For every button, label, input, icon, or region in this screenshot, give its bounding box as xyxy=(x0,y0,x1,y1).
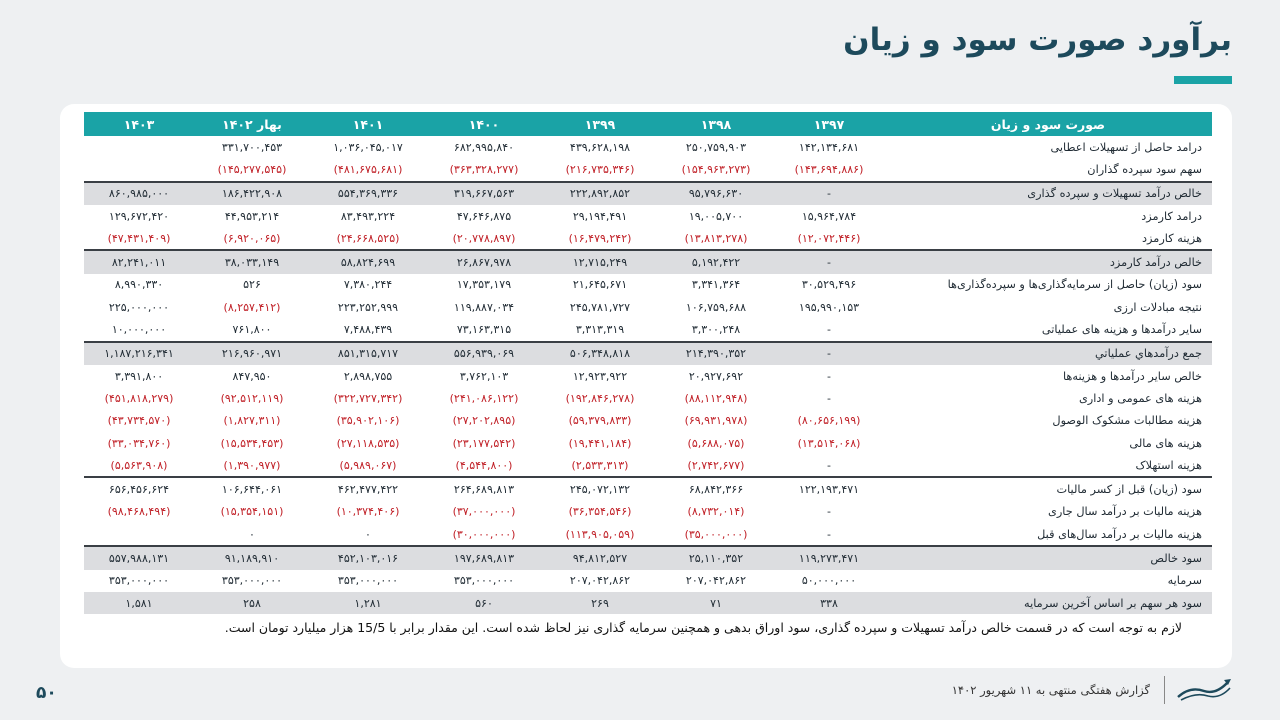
value-cell: ۲۱۴,۳۹۰,۳۵۲ xyxy=(658,342,774,365)
table-row xyxy=(84,477,1212,500)
table-row xyxy=(84,296,1212,318)
row-label: سود خالص xyxy=(884,546,1212,569)
value-cell: (۳۵,۰۰۰,۰۰۰) xyxy=(684,527,748,541)
value-cell: (۸,۲۵۷,۴۱۲) xyxy=(223,300,281,314)
value-cell: ۶۸,۸۴۲,۳۶۶ xyxy=(658,477,774,500)
value-cell: ۴۶۲,۴۷۷,۴۲۲ xyxy=(310,477,426,500)
table-header-row xyxy=(84,112,1212,136)
value-cell: - xyxy=(827,505,831,519)
value-cell xyxy=(84,158,194,181)
value-cell: ۳۳۸ xyxy=(774,592,884,614)
value-cell: (۲۱۶,۷۳۵,۳۴۶) xyxy=(565,162,635,176)
table-row xyxy=(84,342,1212,365)
value-cell: ۲۱۶,۹۶۰,۹۷۱ xyxy=(194,342,310,365)
value-cell: ۲,۸۹۸,۷۵۵ xyxy=(343,369,393,383)
row-label: سرمایه xyxy=(1167,574,1202,588)
value-cell: ۲۴۵,۷۸۱,۷۲۷ xyxy=(569,300,631,314)
row-label: درامد کارمزد xyxy=(1141,209,1202,223)
value-cell: ۸۶۰,۹۸۵,۰۰۰ xyxy=(84,182,194,205)
value-cell: ۲۴۵,۰۷۲,۱۳۲ xyxy=(542,477,658,500)
value-cell xyxy=(84,136,194,158)
value-cell: ۳۵۳,۰۰۰,۰۰۰ xyxy=(453,574,515,588)
value-cell: ۲۵۸ xyxy=(194,592,310,614)
value-cell: ۱۲۹,۶۷۲,۴۲۰ xyxy=(108,209,170,223)
value-cell: ۵,۱۹۲,۴۲۲ xyxy=(658,250,774,273)
value-cell: ۵۵۷,۹۸۸,۱۳۱ xyxy=(84,546,194,569)
value-cell: ۵۶۰ xyxy=(426,592,542,614)
value-cell: (۵,۶۸۸,۰۷۵) xyxy=(687,436,745,450)
row-label: خالص درآمد تسهیلات و سپرده گذاری xyxy=(884,182,1212,205)
value-cell: ۱۰,۰۰۰,۰۰۰ xyxy=(111,323,167,337)
value-cell: ۸۳,۴۹۳,۲۲۴ xyxy=(340,209,396,223)
value-cell: ۳,۳۹۱,۸۰۰ xyxy=(114,369,164,383)
value-cell: - xyxy=(774,182,884,205)
row-label: هزینه کارمزد xyxy=(1142,231,1202,245)
value-cell: (۱۲,۰۷۲,۴۴۶) xyxy=(797,231,861,245)
table-row xyxy=(84,501,1212,523)
table-row xyxy=(84,182,1212,205)
page-title: برآورد صورت سود و زیان xyxy=(843,22,1232,58)
value-cell: (۳۷,۰۰۰,۰۰۰) xyxy=(452,505,516,519)
value-cell: ۲۵,۱۱۰,۳۵۲ xyxy=(658,546,774,569)
value-cell: (۸,۷۳۲,۰۱۴) xyxy=(687,505,745,519)
value-cell: ۶۸۲,۹۹۵,۸۴۰ xyxy=(453,140,515,154)
value-cell: (۲,۷۴۲,۶۷۷) xyxy=(687,458,745,472)
value-cell: ۱۲,۹۲۳,۹۲۲ xyxy=(572,369,628,383)
value-cell: ۵۵۴,۳۶۹,۳۳۶ xyxy=(310,182,426,205)
row-label: هزینه مالیات بر درآمد سال‌های قبل xyxy=(1037,527,1202,541)
value-cell: ۷۳,۱۶۳,۳۱۵ xyxy=(456,323,512,337)
value-cell: ۲۶۴,۶۸۹,۸۱۳ xyxy=(426,477,542,500)
value-cell: ۳,۳۰۰,۲۴۸ xyxy=(691,323,741,337)
value-cell: (۱۳,۸۱۳,۲۷۸) xyxy=(684,231,748,245)
value-cell: (۴,۵۴۴,۸۰۰) xyxy=(455,458,513,472)
table-row xyxy=(84,205,1212,227)
footer-divider xyxy=(1164,676,1165,704)
value-cell: (۳۶۳,۳۲۸,۲۷۷) xyxy=(449,162,519,176)
value-cell: ۳,۳۴۱,۳۶۴ xyxy=(691,278,741,292)
value-cell: ۱,۰۳۶,۰۴۵,۰۱۷ xyxy=(333,140,403,154)
value-cell: (۱۹۲,۸۴۶,۲۷۸) xyxy=(565,391,635,405)
table-row xyxy=(84,365,1212,387)
value-cell: ۲۵۰,۷۵۹,۹۰۳ xyxy=(685,140,747,154)
value-cell: (۹۸,۴۶۸,۴۹۴) xyxy=(107,505,171,519)
value-cell: (۲,۵۳۳,۳۱۳) xyxy=(571,458,629,472)
value-cell: ۱۹۷,۶۸۹,۸۱۳ xyxy=(426,546,542,569)
value-cell: ۳۵۳,۰۰۰,۰۰۰ xyxy=(337,574,399,588)
value-cell: ۱۷,۳۵۳,۱۷۹ xyxy=(456,278,512,292)
table-row xyxy=(84,410,1212,432)
value-cell: ۵۵۶,۹۳۹,۰۶۹ xyxy=(426,342,542,365)
row-label: هزینه های عمومی و اداری xyxy=(1078,391,1202,405)
value-cell: - xyxy=(827,527,831,541)
value-cell: (۱۵۴,۹۶۳,۲۷۳) xyxy=(681,162,751,176)
value-cell: ۱۰۶,۶۴۴,۰۶۱ xyxy=(194,477,310,500)
income-statement-table xyxy=(84,112,1212,614)
value-cell: ۸۴۷,۹۵۰ xyxy=(232,369,272,383)
table-row xyxy=(84,454,1212,477)
value-cell: ۲۲۳,۲۵۲,۹۹۹ xyxy=(337,300,399,314)
value-cell: (۳۳,۰۳۴,۷۶۰) xyxy=(107,436,171,450)
row-label: هزینه استهلاک xyxy=(1135,458,1202,472)
value-cell: (۱۴۳,۶۹۴,۸۸۶) xyxy=(794,162,864,176)
value-cell: (۱,۳۹۰,۹۷۷) xyxy=(223,458,281,472)
value-cell: (۳۵,۹۰۲,۱۰۶) xyxy=(336,414,400,428)
value-cell: (۱۶,۴۷۹,۲۴۲) xyxy=(568,231,632,245)
value-cell: (۱۰,۳۷۴,۴۰۶) xyxy=(336,505,400,519)
value-cell: ۹۴,۸۱۲,۵۲۷ xyxy=(542,546,658,569)
header-year: ۱۳۹۸ xyxy=(658,112,774,136)
value-cell: ۴۵۲,۱۰۳,۰۱۶ xyxy=(310,546,426,569)
header-row-label: صورت سود و زیان xyxy=(884,112,1212,136)
content-card xyxy=(60,104,1232,668)
value-cell: (۴۵۱,۸۱۸,۲۷۹) xyxy=(104,391,174,405)
row-label: نتیجه مبادلات ارزی xyxy=(1113,300,1202,314)
value-cell: (۱۵,۳۵۴,۱۵۱) xyxy=(220,505,284,519)
value-cell: ۲۰,۹۲۷,۶۹۲ xyxy=(688,369,744,383)
row-label: سود (زیان) حاصل از سرمایه‌گذاری‌ها و سپرده‌گذاری‌ها xyxy=(947,278,1202,292)
value-cell: (۲۷,۱۱۸,۵۳۵) xyxy=(336,436,400,450)
value-cell: ۱۸۶,۴۲۲,۹۰۸ xyxy=(194,182,310,205)
row-label: درامد حاصل از تسهیلات اعطایی xyxy=(1050,140,1202,154)
row-label: خالص سایر درآمدها و هزینه‌ها xyxy=(1062,369,1202,383)
table-row xyxy=(84,136,1212,158)
page-number: ۵۰ xyxy=(36,683,57,703)
value-cell: ۴۳۹,۶۲۸,۱۹۸ xyxy=(569,140,631,154)
row-label: سایر درآمدها و هزینه های عملیاتی xyxy=(1041,323,1202,337)
value-cell: ۷۱ xyxy=(658,592,774,614)
value-cell: - xyxy=(827,369,831,383)
value-cell: ۳,۳۱۳,۳۱۹ xyxy=(575,323,625,337)
value-cell: ۳۸,۰۳۳,۱۴۹ xyxy=(194,250,310,273)
value-cell: (۲۳,۱۷۷,۵۴۲) xyxy=(452,436,516,450)
row-label: سهم سود سپرده گذاران xyxy=(1087,162,1202,176)
value-cell: ۹۵,۷۹۶,۶۳۰ xyxy=(658,182,774,205)
header-year: ۱۴۰۰ xyxy=(426,112,542,136)
value-cell: ۷,۳۸۰,۲۴۴ xyxy=(343,278,393,292)
header-year: ۱۳۹۹ xyxy=(542,112,658,136)
value-cell: ۱۲,۷۱۵,۲۴۹ xyxy=(542,250,658,273)
value-cell: (۳۰,۰۰۰,۰۰۰) xyxy=(452,527,516,541)
value-cell: ۴۴,۹۵۳,۲۱۴ xyxy=(224,209,280,223)
header-year: بهار ۱۴۰۲ xyxy=(194,112,310,136)
value-cell: ۲۱,۶۴۵,۶۷۱ xyxy=(572,278,628,292)
value-cell: (۴۷,۴۳۱,۴۰۹) xyxy=(107,231,171,245)
value-cell: ۴۷,۶۴۶,۸۷۵ xyxy=(456,209,512,223)
row-label: هزینه مالیات بر درآمد سال جاری xyxy=(1048,505,1202,519)
value-cell: - xyxy=(774,342,884,365)
value-cell: ۲۲۵,۰۰۰,۰۰۰ xyxy=(108,300,170,314)
value-cell: - xyxy=(827,391,831,405)
value-cell: ۸,۹۹۰,۳۳۰ xyxy=(114,278,164,292)
table-row xyxy=(84,546,1212,569)
value-cell xyxy=(84,523,194,546)
value-cell: ۱۵,۹۶۴,۷۸۴ xyxy=(801,209,857,223)
value-cell: (۳۶,۳۵۴,۵۴۶) xyxy=(568,505,632,519)
value-cell: ۳۱۹,۶۶۷,۵۶۳ xyxy=(426,182,542,205)
value-cell: (۸۸,۱۱۲,۹۴۸) xyxy=(684,391,748,405)
value-cell: ۷۶۱,۸۰۰ xyxy=(232,323,272,337)
table-row xyxy=(84,523,1212,546)
value-cell: (۱۳,۵۱۴,۰۶۸) xyxy=(797,436,861,450)
value-cell: ۳۰,۵۲۹,۴۹۶ xyxy=(801,278,857,292)
value-cell: ۱,۵۸۱ xyxy=(84,592,194,614)
value-cell: ۱۰۶,۷۵۹,۶۸۸ xyxy=(685,300,747,314)
value-cell: ۵۸,۸۲۴,۶۹۹ xyxy=(310,250,426,273)
value-cell: (۱۹,۴۴۱,۱۸۴) xyxy=(568,436,632,450)
table-row xyxy=(84,227,1212,250)
value-cell: ۲۶۹ xyxy=(542,592,658,614)
table-row xyxy=(84,592,1212,614)
value-cell: (۴۳,۷۳۴,۵۷۰) xyxy=(107,414,171,428)
table-row xyxy=(84,387,1212,409)
value-cell: (۵,۹۸۹,۰۶۷) xyxy=(339,458,397,472)
value-cell: ۲۶,۸۶۷,۹۷۸ xyxy=(426,250,542,273)
value-cell: (۱۴۵,۲۷۷,۵۴۵) xyxy=(217,162,287,176)
table-row xyxy=(84,250,1212,273)
value-cell: ۸۲,۲۴۱,۰۱۱ xyxy=(84,250,194,273)
value-cell: ۳۳۱,۷۰۰,۴۵۳ xyxy=(221,140,283,154)
value-cell: (۲۴۱,۰۸۶,۱۲۲) xyxy=(449,391,519,405)
value-cell: (۶,۹۲۰,۰۶۵) xyxy=(223,231,281,245)
value-cell: ۱۲۲,۱۹۳,۴۷۱ xyxy=(774,477,884,500)
value-cell: ۳۵۳,۰۰۰,۰۰۰ xyxy=(108,574,170,588)
value-cell: (۵۹,۳۷۹,۸۳۳) xyxy=(568,414,632,428)
value-cell: ۱۱۹,۲۷۳,۴۷۱ xyxy=(774,546,884,569)
value-cell: (۱۵,۵۳۴,۴۵۳) xyxy=(220,436,284,450)
value-cell: ۰ xyxy=(365,527,371,541)
value-cell: ۶۵۶,۴۵۶,۶۲۴ xyxy=(84,477,194,500)
header-year: ۱۴۰۳ xyxy=(84,112,194,136)
row-label: جمع درآمدهاي عملیاتي xyxy=(884,342,1212,365)
value-cell: ۳,۷۶۲,۱۰۳ xyxy=(459,369,509,383)
row-label: سود (زیان) قبل از کسر مالیات xyxy=(884,477,1212,500)
value-cell: (۱۱۳,۹۰۵,۰۵۹) xyxy=(565,527,635,541)
value-cell: - xyxy=(827,323,831,337)
value-cell: ۲۰۷,۰۴۲,۸۶۲ xyxy=(569,574,631,588)
row-label: سود هر سهم بر اساس آخرین سرمایه xyxy=(884,592,1212,614)
value-cell: ۲۲۲,۸۹۲,۸۵۲ xyxy=(542,182,658,205)
value-cell: ۲۰۷,۰۴۲,۸۶۲ xyxy=(685,574,747,588)
row-label: هزینه مطالبات مشکوک الوصول xyxy=(1052,414,1202,428)
value-cell: ۱۹,۰۰۵,۷۰۰ xyxy=(688,209,744,223)
value-cell: (۸۰,۶۵۶,۱۹۹) xyxy=(797,414,861,428)
value-cell: ۱۱۹,۸۸۷,۰۳۴ xyxy=(453,300,515,314)
value-cell: ۱۹۵,۹۹۰,۱۵۳ xyxy=(798,300,860,314)
table-row xyxy=(84,158,1212,181)
brand-logo-icon xyxy=(1174,676,1234,706)
header-year: ۱۳۹۷ xyxy=(774,112,884,136)
table-row xyxy=(84,570,1212,592)
header-year: ۱۴۰۱ xyxy=(310,112,426,136)
value-cell: ۵۰۶,۳۴۸,۸۱۸ xyxy=(542,342,658,365)
report-footer-text: گزارش هفتگی منتهی به ۱۱ شهریور ۱۴۰۲ xyxy=(951,683,1150,697)
value-cell: ۷,۴۸۸,۴۳۹ xyxy=(343,323,393,337)
table-row xyxy=(84,274,1212,296)
footnote: لازم به توجه است که در قسمت خالص درآمد تسهیلات و سپرده گذاری، سود اوراق بدهی و همچنین سرمایه گذاری نیز لحاظ شده است. این مقدار برابر با 15/5 هزار میلیارد تومان است. xyxy=(224,620,1182,635)
title-accent-bar xyxy=(1174,76,1232,84)
value-cell: (۵,۵۶۳,۹۰۸) xyxy=(110,458,168,472)
value-cell: (۳۲۲,۷۲۷,۳۴۲) xyxy=(333,391,403,405)
value-cell: (۴۸۱,۶۷۵,۶۸۱) xyxy=(333,162,403,176)
value-cell: ۹۱,۱۸۹,۹۱۰ xyxy=(194,546,310,569)
value-cell: ۰ xyxy=(249,527,255,541)
table-row xyxy=(84,432,1212,454)
table-row xyxy=(84,318,1212,341)
value-cell: ۱۴۲,۱۳۴,۶۸۱ xyxy=(798,140,860,154)
value-cell: ۵۰,۰۰۰,۰۰۰ xyxy=(801,574,857,588)
value-cell: ۱,۱۸۷,۲۱۶,۳۴۱ xyxy=(84,342,194,365)
value-cell: (۱,۸۲۷,۳۱۱) xyxy=(223,414,281,428)
table-body xyxy=(84,136,1212,614)
value-cell: ۵۲۶ xyxy=(243,278,261,292)
value-cell: (۲۴,۶۶۸,۵۲۵) xyxy=(336,231,400,245)
value-cell: - xyxy=(827,458,831,472)
row-label: هزینه های مالی xyxy=(1129,436,1202,450)
row-label: خالص درآمد کارمزد xyxy=(884,250,1212,273)
value-cell: ۲۹,۱۹۴,۴۹۱ xyxy=(572,209,628,223)
value-cell: ۳۵۳,۰۰۰,۰۰۰ xyxy=(221,574,283,588)
value-cell: - xyxy=(774,250,884,273)
value-cell: (۲۷,۲۰۲,۸۹۵) xyxy=(452,414,516,428)
value-cell: ۱,۲۸۱ xyxy=(310,592,426,614)
value-cell: ۸۵۱,۳۱۵,۷۱۷ xyxy=(310,342,426,365)
value-cell: (۹۲,۵۱۲,۱۱۹) xyxy=(220,391,284,405)
value-cell: (۶۹,۹۳۱,۹۷۸) xyxy=(684,414,748,428)
value-cell: (۲۰,۷۷۸,۸۹۷) xyxy=(452,231,516,245)
